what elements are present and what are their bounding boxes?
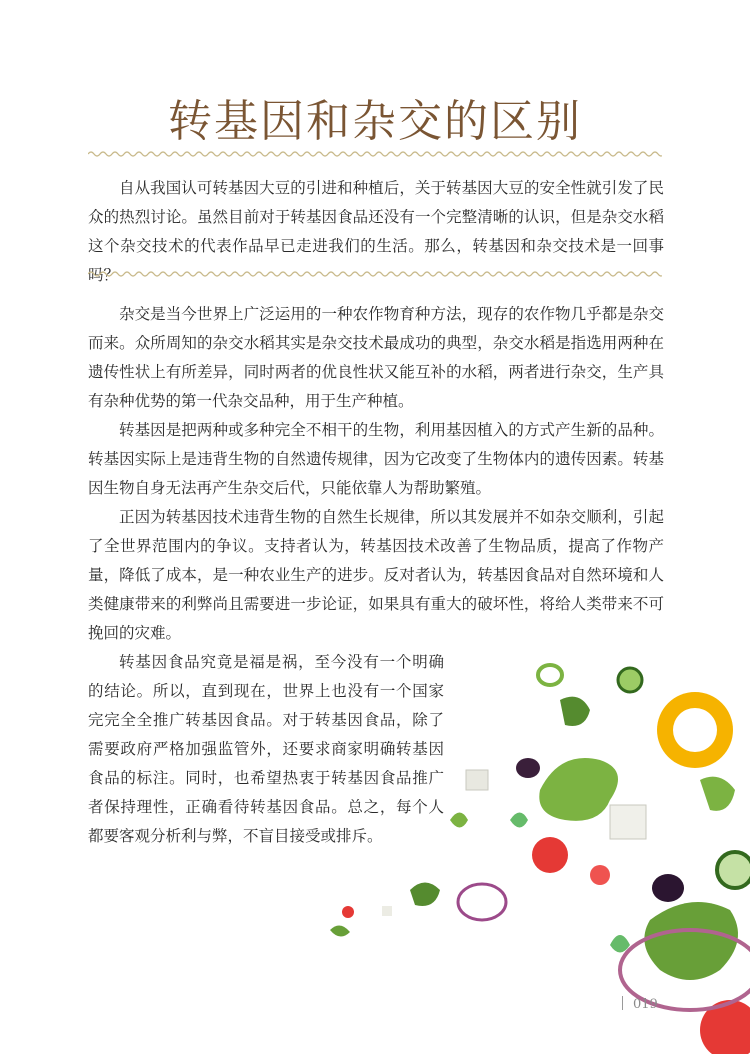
intro-paragraph: 自从我国认可转基因大豆的引进和种植后，关于转基因大豆的安全性就引发了民众的热烈讨论。虽然目前对于转基因食品还没有一个完整清晰的认识，但是杂交水稻这个杂交技术的代表作品早已走进我们的生活。那么，转基因和杂交技术是一回事吗？ xyxy=(88,179,664,284)
body-paragraph: 转基因是把两种或多种完全不相干的生物，利用基因植入的方式产生新的品种。转基因实际上是违背生物的自然遗传规律，因为它改变了生物体内的遗传因素。转基因生物自身无法再产生杂交后代，只能依靠人为帮助繁殖。 xyxy=(88,421,664,497)
divider-bottom xyxy=(88,270,662,278)
body-paragraph: 转基因食品究竟是福是祸，至今没有一个明确的结论。所以，直到现在，世界上也没有一个国家完完全全推广转基因食品。对于转基因食品，除了需要政府严格加强监管外，还要求商家明确转基因食品的标注。同时，也希望热衷于转基因食品推广者保持理性，正确看待转基因食品。总之，每个人都要客观分析利与弊，不盲目接受或排斥。 xyxy=(88,653,444,845)
body-paragraph: 杂交是当今世界上广泛运用的一种农作物育种方法，现存的农作物几乎都是杂交而来。众所周知的杂交水稻其实是杂交技术最成功的典型，杂交水稻是指选用两种在遗传性状上有所差异，同时两者的优良性状又能互补的水稻，两者进行杂交，生产具有杂种优势的第一代杂交品种，用于生产种植。 xyxy=(88,305,664,410)
page-number-text: 019 xyxy=(633,997,658,1012)
divider-top xyxy=(88,150,662,158)
page-number-divider xyxy=(622,996,623,1010)
salad-illustration xyxy=(310,640,750,1054)
page-title: 转基因和杂交的区别 xyxy=(168,96,582,147)
page-number xyxy=(622,996,658,1012)
body-paragraph: 正因为转基因技术违背生物的自然生长规律，所以其发展并不如杂交顺利，引起了全世界范围内的争议。支持者认为，转基因技术改善了生物品质，提高了作物产量，降低了成本，是一种农业生产的进步。反对者认为，转基因食品对自然环境和人类健康带来的利弊尚且需要进一步论证，如果具有重大的破坏性，将给人类带来不可挽回的灾难。 xyxy=(88,508,664,642)
